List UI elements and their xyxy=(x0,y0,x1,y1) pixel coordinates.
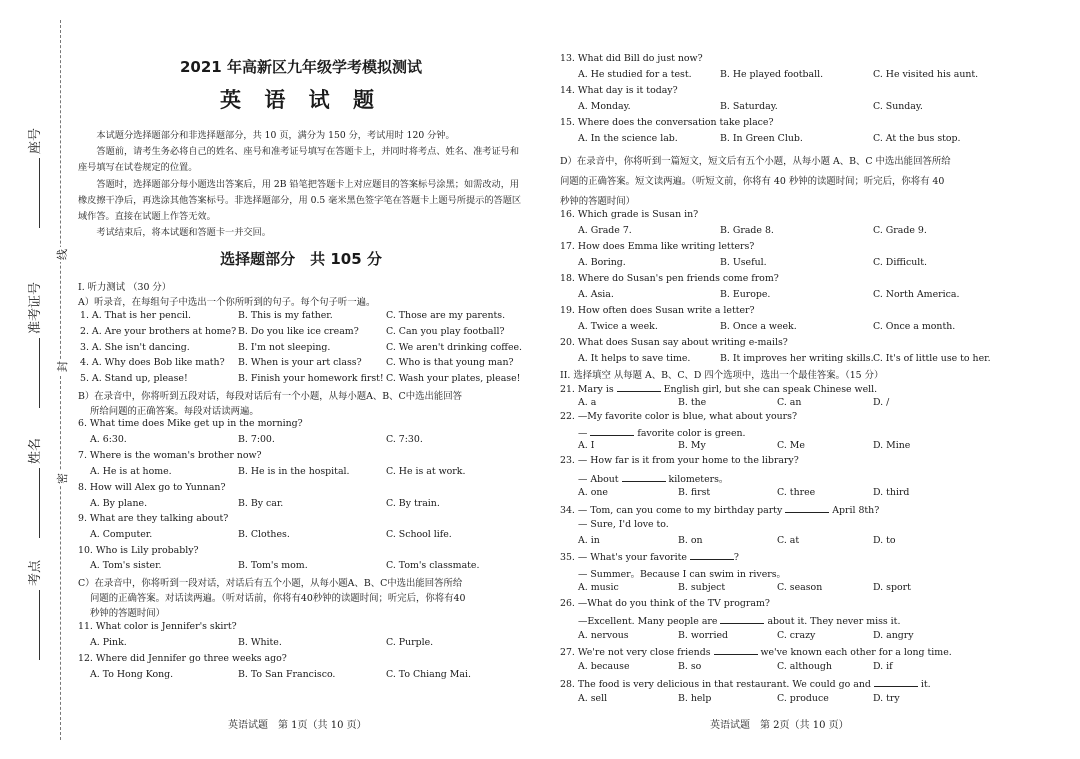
exam-subject-title: 英 语 试 题 xyxy=(220,88,382,112)
question: 27. We're not very close friends we've known each other for a long time. xyxy=(560,647,952,658)
instructions xyxy=(78,128,524,241)
question: 17. How does Emma like writing letters? xyxy=(560,241,755,252)
page-footer: 英语试题 第 1页（共 10 页） xyxy=(228,720,367,731)
question: 18. Where do Susan's pen friends come from? xyxy=(560,273,779,284)
exam-title: 2021 年高新区九年级学考模拟测试 xyxy=(180,58,422,76)
part-instruction: 问题的正确答案。对话读两遍。（听对话前，你将有40秒钟的读题时间；听完后，你将有40 xyxy=(90,593,466,604)
seat-number-field[interactable]: 座号 xyxy=(24,128,43,228)
page-footer: 英语试题 第 2页（共 10 页） xyxy=(710,720,849,731)
question: 15. Where does the conversation take place? xyxy=(560,117,774,128)
part-instruction: C）在录音中，你将听到一段对话，对话后有五个小题，从每小题A、B、C中选出能回答所给 xyxy=(78,578,463,589)
question: 9. What are they talking about? xyxy=(78,513,229,524)
part-instruction: 秒钟的答题时间） xyxy=(560,196,636,207)
question: 14. What day is it today? xyxy=(560,85,678,96)
question: 6. What time does Mike get up in the morning? xyxy=(78,418,303,429)
question: 11. What color is Jennifer's skirt? xyxy=(78,621,237,632)
part-instruction: 问题的正确答案。短文读两遍。（听短文前，你将有 40 秒钟的读题时间；听完后，你将有 40 xyxy=(560,176,945,187)
exam-number-field[interactable]: 准考证号 xyxy=(24,282,43,408)
question-line: — Summer。Because I can swim in rivers。 xyxy=(578,569,786,580)
exam-site-field[interactable]: 考点 xyxy=(24,560,43,660)
question: 35. — What's your favorite ? xyxy=(560,552,739,563)
question: 16. Which grade is Susan in? xyxy=(560,209,699,220)
question: 12. Where did Jennifer go three weeks ago? xyxy=(78,653,287,664)
question: 26. —What do you think of the TV program? xyxy=(560,598,770,609)
part-heading: II. 选择填空 从每题 A、B、C、D 四个选项中，选出一个最佳答案。（15 分） xyxy=(560,370,884,381)
part-heading: I. 听力测试 （30 分） xyxy=(78,282,172,293)
instruction-paragraph: 考试结束后，将本试题和答题卡一并交回。 xyxy=(96,227,271,239)
question: 7. Where is the woman's brother now? xyxy=(78,450,262,461)
part-instruction: D）在录音中，你将听到一篇短文，短文后有五个小题，从每小题 A、B、C 中选出能回答所给 xyxy=(560,156,951,167)
question: 28. The food is very delicious in that restaurant. We could go and it. xyxy=(560,679,931,690)
question: 23. — How far is it from your home to the library? xyxy=(560,455,799,466)
question-line: — About kilometers。 xyxy=(578,474,729,485)
part-instruction: 秒钟的答题时间） xyxy=(90,608,166,619)
question: 19. How often does Susan write a letter? xyxy=(560,305,755,316)
cut-mark-line: 线 xyxy=(56,249,69,260)
question: 22. —My favorite color is blue, what about yours? xyxy=(560,411,797,422)
cut-mark-secret: 密 xyxy=(56,473,69,484)
cut-line xyxy=(60,20,61,740)
question: 10. Who is Lily probably? xyxy=(78,545,199,556)
question-line: —Excellent. Many people are about it. They never miss it. xyxy=(578,616,901,627)
part-instruction: B）在录音中，你将听到五段对话，每段对话后有一个小题，从每小题A、B、C中选出能回答 xyxy=(78,391,462,402)
part-instruction: A）听录音，在每组句子中选出一个你所听到的句子。每个句子听一遍。 xyxy=(78,297,376,308)
question-line: — favorite color is green. xyxy=(578,428,746,439)
question: 21. Mary is English girl, but she can speak Chinese well. xyxy=(560,384,878,395)
question: 34. — Tom, can you come to my birthday party April 8th? xyxy=(560,505,880,516)
instruction-paragraph: 答题前，请考生务必将自己的姓名、座号和准考证号填写在答题卡上，并同时将考点、姓名、准考证号和座号填写在试卷规定的位置。 xyxy=(78,146,520,174)
question: 13. What did Bill do just now? xyxy=(560,53,703,64)
question: 20. What does Susan say about writing e-mails? xyxy=(560,337,788,348)
question-line: — Sure, I'd love to. xyxy=(578,519,669,530)
section-title: 选择题部分 共 105 分 xyxy=(220,250,382,268)
name-field[interactable]: 姓名 xyxy=(24,438,43,538)
cut-mark-seal: 封 xyxy=(56,361,69,372)
question: 8. How will Alex go to Yunnan? xyxy=(78,482,226,493)
instruction-paragraph: 答题时，选择题部分每小题选出答案后，用 2B 铅笔把答题卡上对应题目的答案标号涂黑；如需改动，用橡皮擦干净后，再选涂其他答案标号。非选择题部分，用 0.5 毫米黑色签字笔在答题卡上题号所提示的答题区域作答。直接在试题上作答无效。 xyxy=(78,178,522,223)
instruction-paragraph: 本试题分选择题部分和非选择题部分，共 10 页，满分为 150 分，考试用时 120 分钟。 xyxy=(96,130,455,141)
binding-margin xyxy=(0,0,72,759)
part-instruction: 所给问题的正确答案。每段对话读两遍。 xyxy=(90,406,259,417)
